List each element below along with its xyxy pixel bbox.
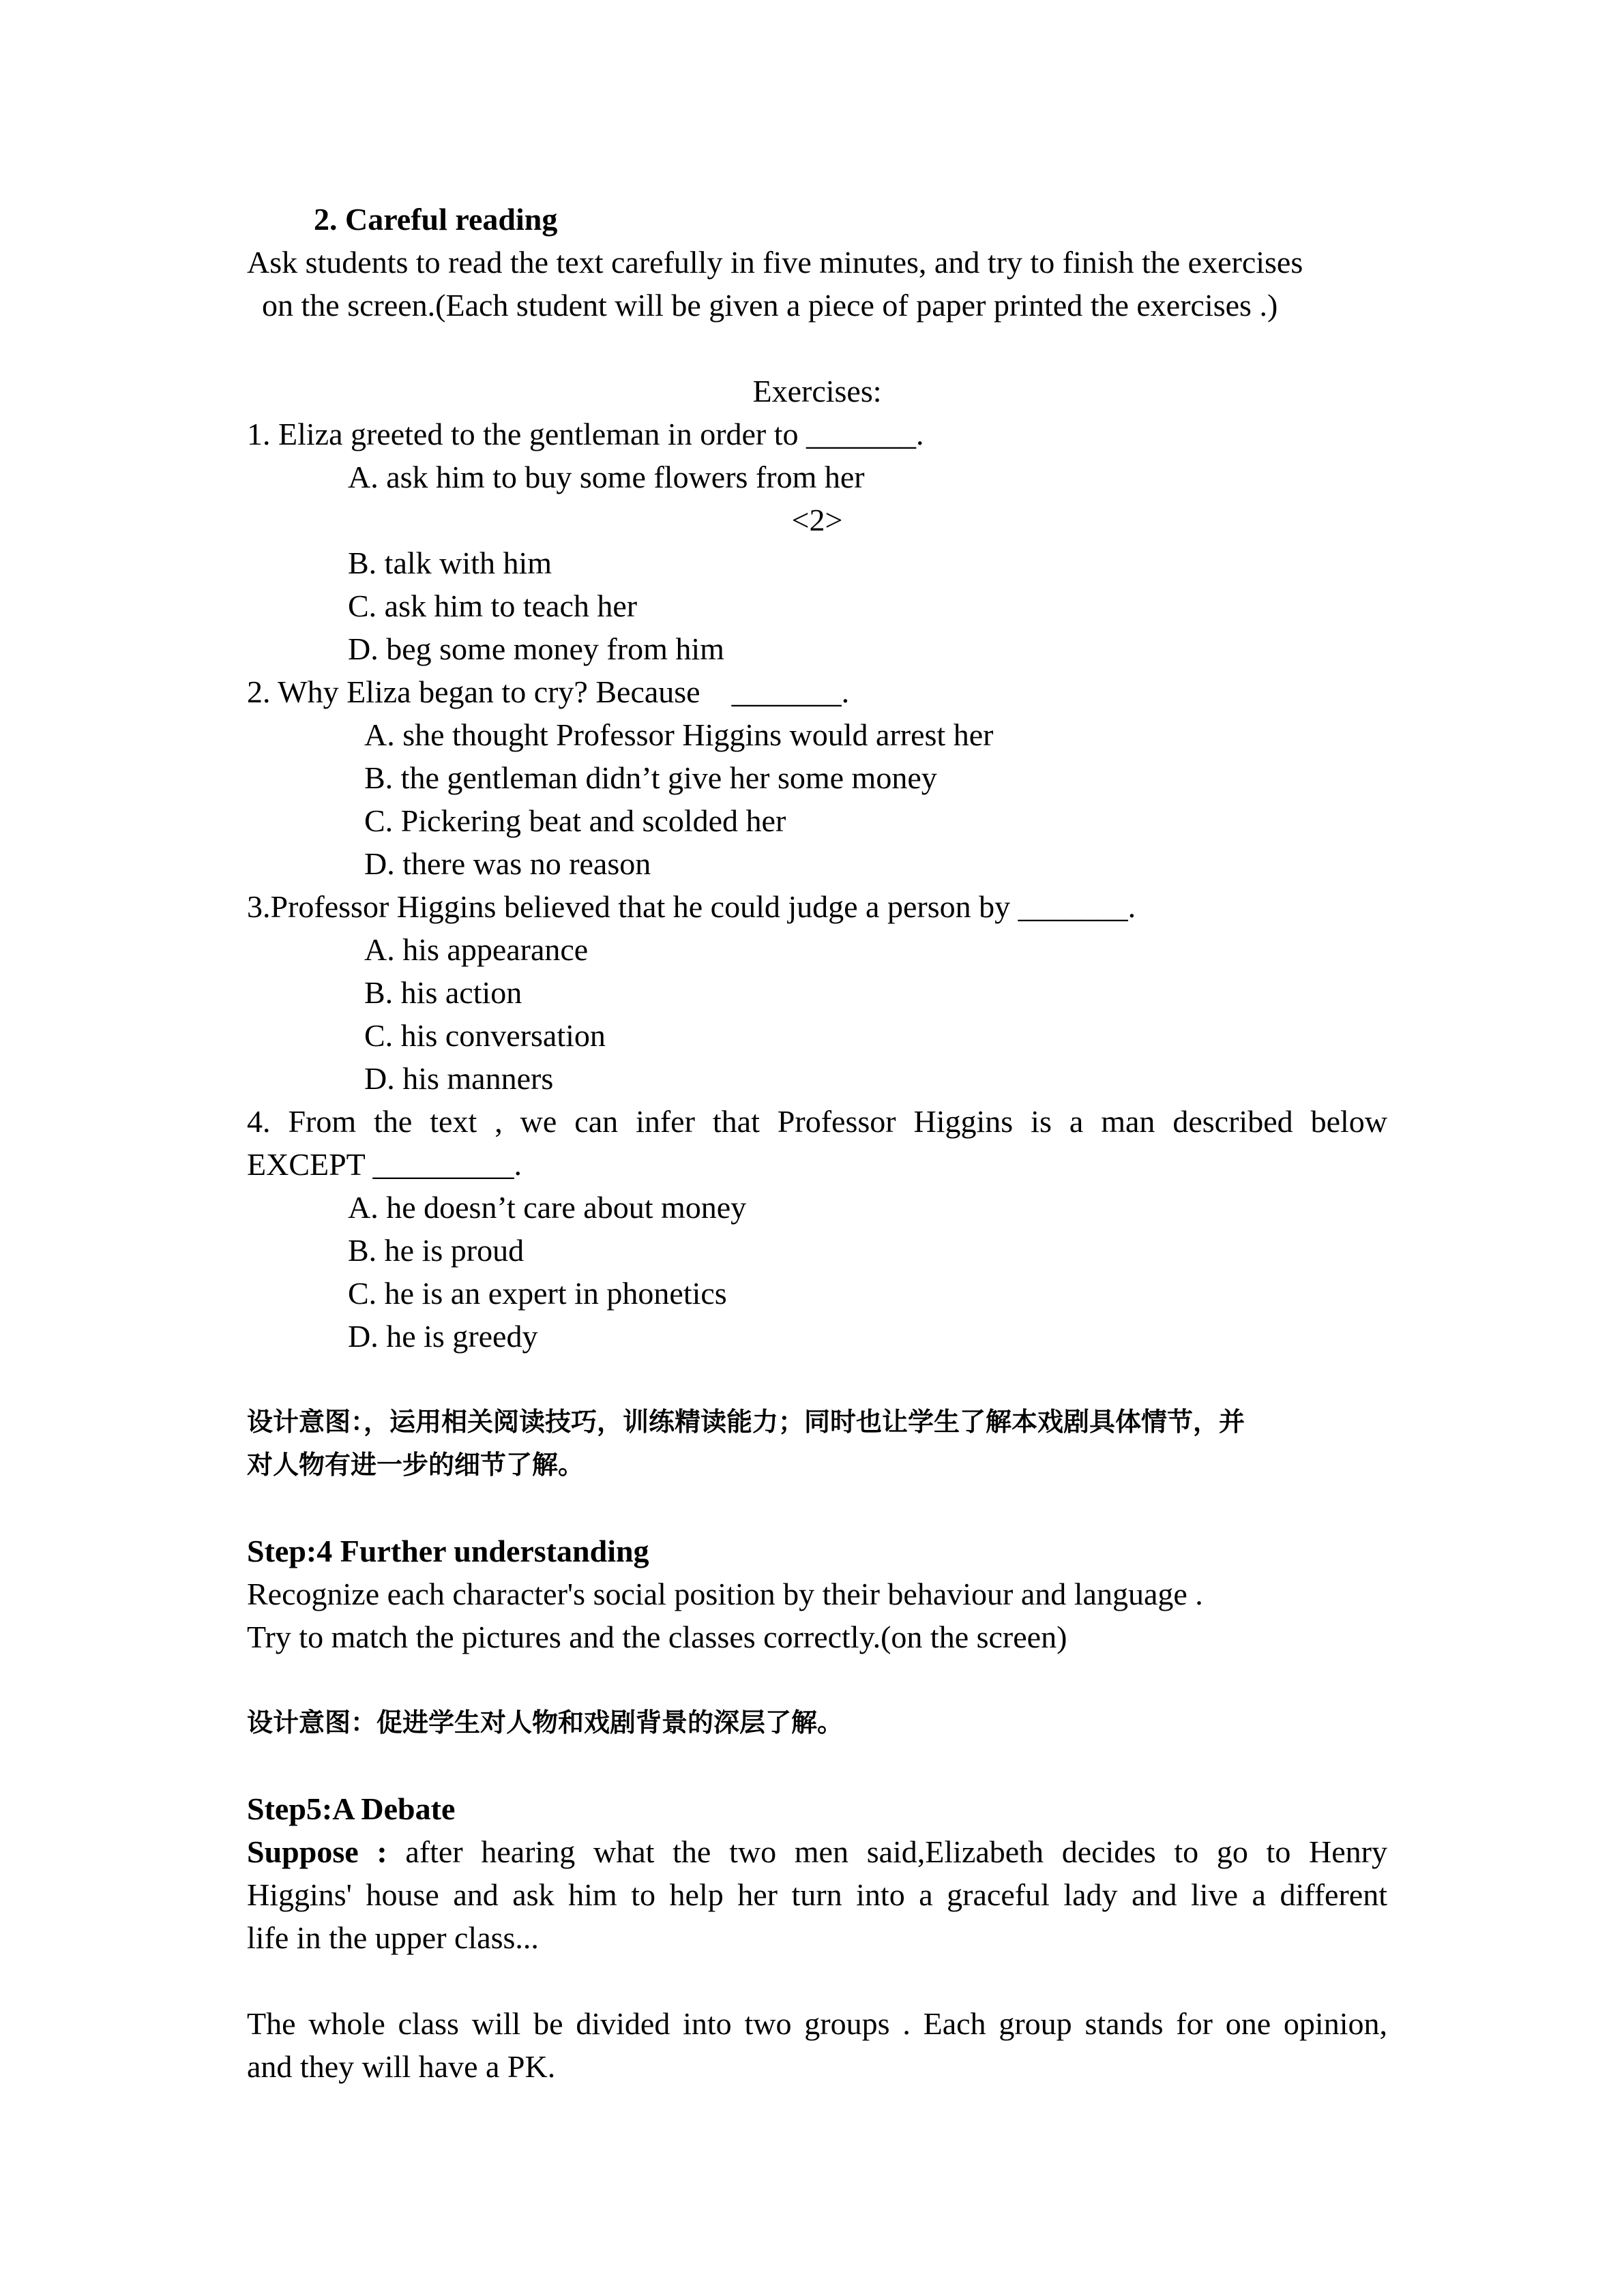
document-page (247, 198, 1387, 2088)
step4-line-1: Recognize each character's social position by their behaviour and language . (247, 1577, 1203, 1611)
q3-option-c: C. his conversation (364, 1018, 606, 1053)
q4-option-c: C. he is an expert in phonetics (348, 1276, 727, 1311)
suppose-label: Suppose : (247, 1834, 387, 1869)
instruction-line-2: on the screen.(Each student will be given a piece of paper printed the exercises .) (262, 288, 1278, 323)
spacer (247, 1959, 1387, 2002)
q1-option-d: D. beg some money from him (348, 631, 724, 666)
q3-option-d: D. his manners (364, 1061, 554, 1096)
step5-title: Step5:A Debate (247, 1791, 456, 1826)
design-intent-1-line-2: 对人物有进一步的细节了解。 (247, 1450, 585, 1480)
section-title-careful-reading: 2. Careful reading (314, 202, 558, 237)
q2-option-d: D. there was no reason (364, 846, 651, 881)
debate-para-line-1: The whole class will be divided into two groups . Each group stands for one opinion, (247, 2006, 1387, 2041)
step4-line-2: Try to match the pictures and the classes correctly.(on the screen) (247, 1620, 1067, 1654)
suppose-line-1 (247, 1830, 1387, 1873)
question-4-line-2: EXCEPT _________. (247, 1147, 522, 1182)
spacer (247, 327, 1387, 370)
q4-option-d: D. he is greedy (348, 1319, 538, 1354)
design-intent-2: 设计意图：促进学生对人物和戏剧背景的深层了解。 (247, 1708, 844, 1738)
question-2: 2. Why Eliza began to cry? Because _______. (247, 674, 850, 709)
q3-option-b: B. his action (364, 975, 522, 1010)
q1-option-c: C. ask him to teach her (348, 588, 638, 623)
q2-option-a: A. she thought Professor Higgins would arrest her (364, 717, 994, 752)
q2-option-b: B. the gentleman didn’t give her some money (364, 760, 937, 795)
spacer (247, 1744, 1387, 1787)
question-1: 1. Eliza greeted to the gentleman in order to _______. (247, 417, 924, 451)
q1-option-b: B. talk with him (348, 546, 552, 580)
suppose-line-3: life in the upper class... (247, 1920, 539, 1955)
q1-option-a: A. ask him to buy some flowers from her (348, 460, 865, 494)
q4-option-a: A. he doesn’t care about money (348, 1190, 747, 1225)
instruction-line-1: Ask students to read the text carefully in five minutes, and try to finish the exercises (247, 245, 1303, 280)
suppose-text-1: after hearing what the two men said,Elizabeth decides to go to Henry (405, 1834, 1388, 1869)
step4-title: Step:4 Further understanding (247, 1534, 649, 1568)
q4-option-b: B. he is proud (348, 1233, 525, 1268)
q3-option-a: A. his appearance (364, 932, 589, 967)
page-marker: <2> (791, 503, 843, 537)
exercises-heading: Exercises: (752, 374, 882, 408)
question-4-line-1: 4. From the text , we can infer that Professor Higgins is a man described below (247, 1104, 1387, 1139)
debate-para-line-2: and they will have a PK. (247, 2049, 556, 2084)
spacer (247, 1358, 1387, 1401)
q2-option-c: C. Pickering beat and scolded her (364, 803, 786, 838)
design-intent-1-line-1: 设计意图：，运用相关阅读技巧，训练精读能力；同时也让学生了解本戏剧具体情节，并 (247, 1407, 1245, 1437)
suppose-line-2: Higgins' house and ask him to help her turn into a graceful lady and live a different (247, 1877, 1387, 1912)
question-3: 3.Professor Higgins believed that he could judge a person by _______. (247, 889, 1136, 924)
spacer (247, 1487, 1387, 1530)
spacer (247, 1658, 1387, 1701)
